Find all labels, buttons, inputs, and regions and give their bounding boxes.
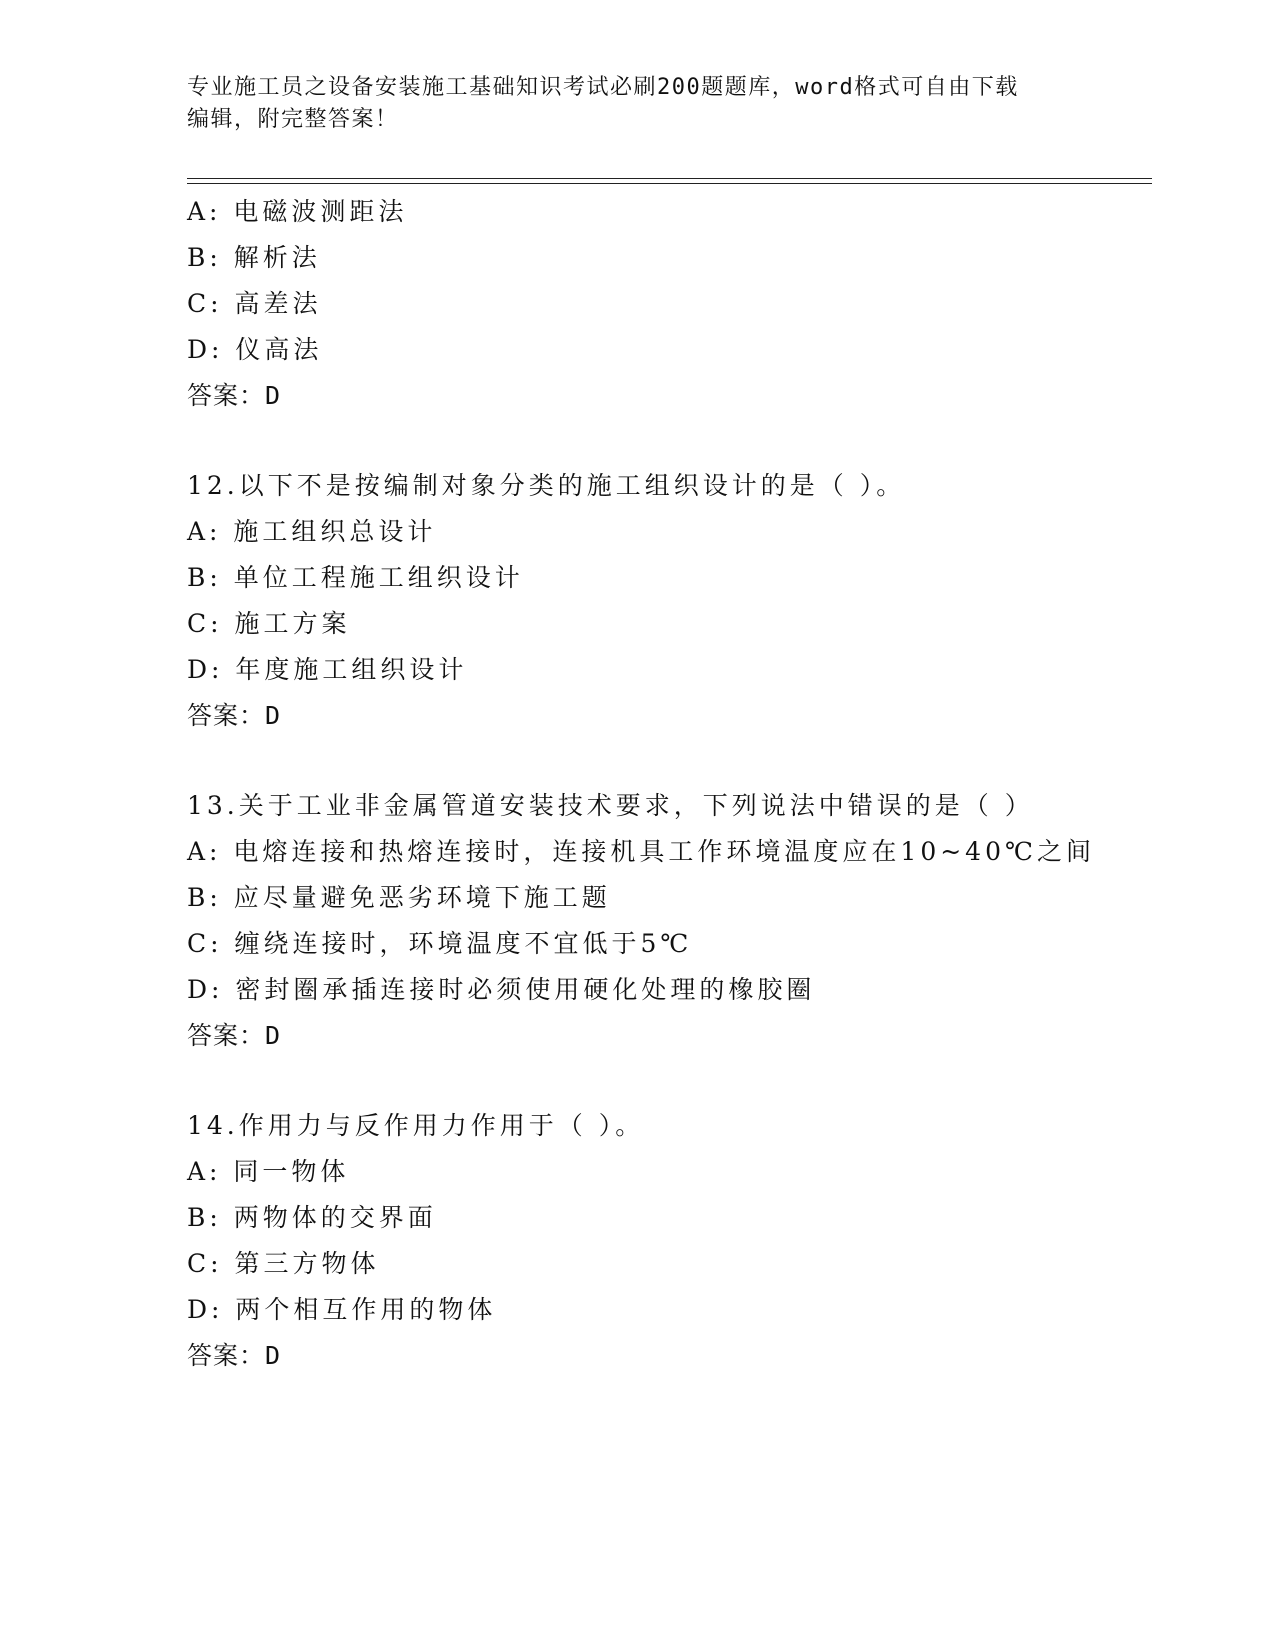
option-a: A: 施工组织总设计 — [187, 517, 437, 546]
option-b: B: 单位工程施工组织设计 — [187, 563, 524, 592]
answer: 答案：D — [187, 1341, 282, 1370]
option-d: D: 仪高法 — [187, 335, 323, 364]
option-c: C: 第三方物体 — [187, 1249, 380, 1278]
spacer — [187, 739, 1147, 783]
question-12 — [187, 463, 1147, 739]
question-stem: 14.作用力与反作用力作用于（ ）。 — [187, 1111, 645, 1140]
option-b: B: 解析法 — [187, 243, 321, 272]
option-c: C: 施工方案 — [187, 609, 351, 638]
question-stem: 12.以下不是按编制对象分类的施工组织设计的是（ ）。 — [187, 471, 906, 500]
question-13 — [187, 783, 1147, 1059]
option-c: C: 缠绕连接时，环境温度不宜低于5℃ — [187, 929, 693, 958]
header-line-2: 编辑，附完整答案！ — [187, 107, 399, 132]
header-divider-top — [187, 178, 1152, 179]
document-header — [187, 72, 1087, 136]
option-d: D: 密封圈承插连接时必须使用硬化处理的橡胶圈 — [187, 975, 816, 1004]
spacer — [187, 1059, 1147, 1103]
option-c: C: 高差法 — [187, 289, 322, 318]
option-a: A: 电磁波测距法 — [187, 197, 408, 226]
option-d: D: 年度施工组织设计 — [187, 655, 468, 684]
question-list — [187, 189, 1147, 1379]
option-b: B: 应尽量避免恶劣环境下施工题 — [187, 883, 611, 912]
option-b: B: 两物体的交界面 — [187, 1203, 437, 1232]
option-a: A: 同一物体 — [187, 1157, 350, 1186]
answer: 答案：D — [187, 381, 282, 410]
answer: 答案：D — [187, 1021, 282, 1050]
header-line-1: 专业施工员之设备安装施工基础知识考试必刷200题题库，word格式可自由下载 — [187, 75, 1019, 100]
question-11-continued — [187, 189, 1147, 419]
header-divider-bottom — [187, 183, 1152, 184]
question-stem: 13.关于工业非金属管道安装技术要求，下列说法中错误的是（ ） — [187, 791, 1034, 820]
spacer — [187, 419, 1147, 463]
answer: 答案：D — [187, 701, 282, 730]
option-a: A: 电熔连接和热熔连接时，连接机具工作环境温度应在10~40℃之间 — [187, 837, 1095, 866]
question-14 — [187, 1103, 1147, 1379]
option-d: D: 两个相互作用的物体 — [187, 1295, 497, 1324]
